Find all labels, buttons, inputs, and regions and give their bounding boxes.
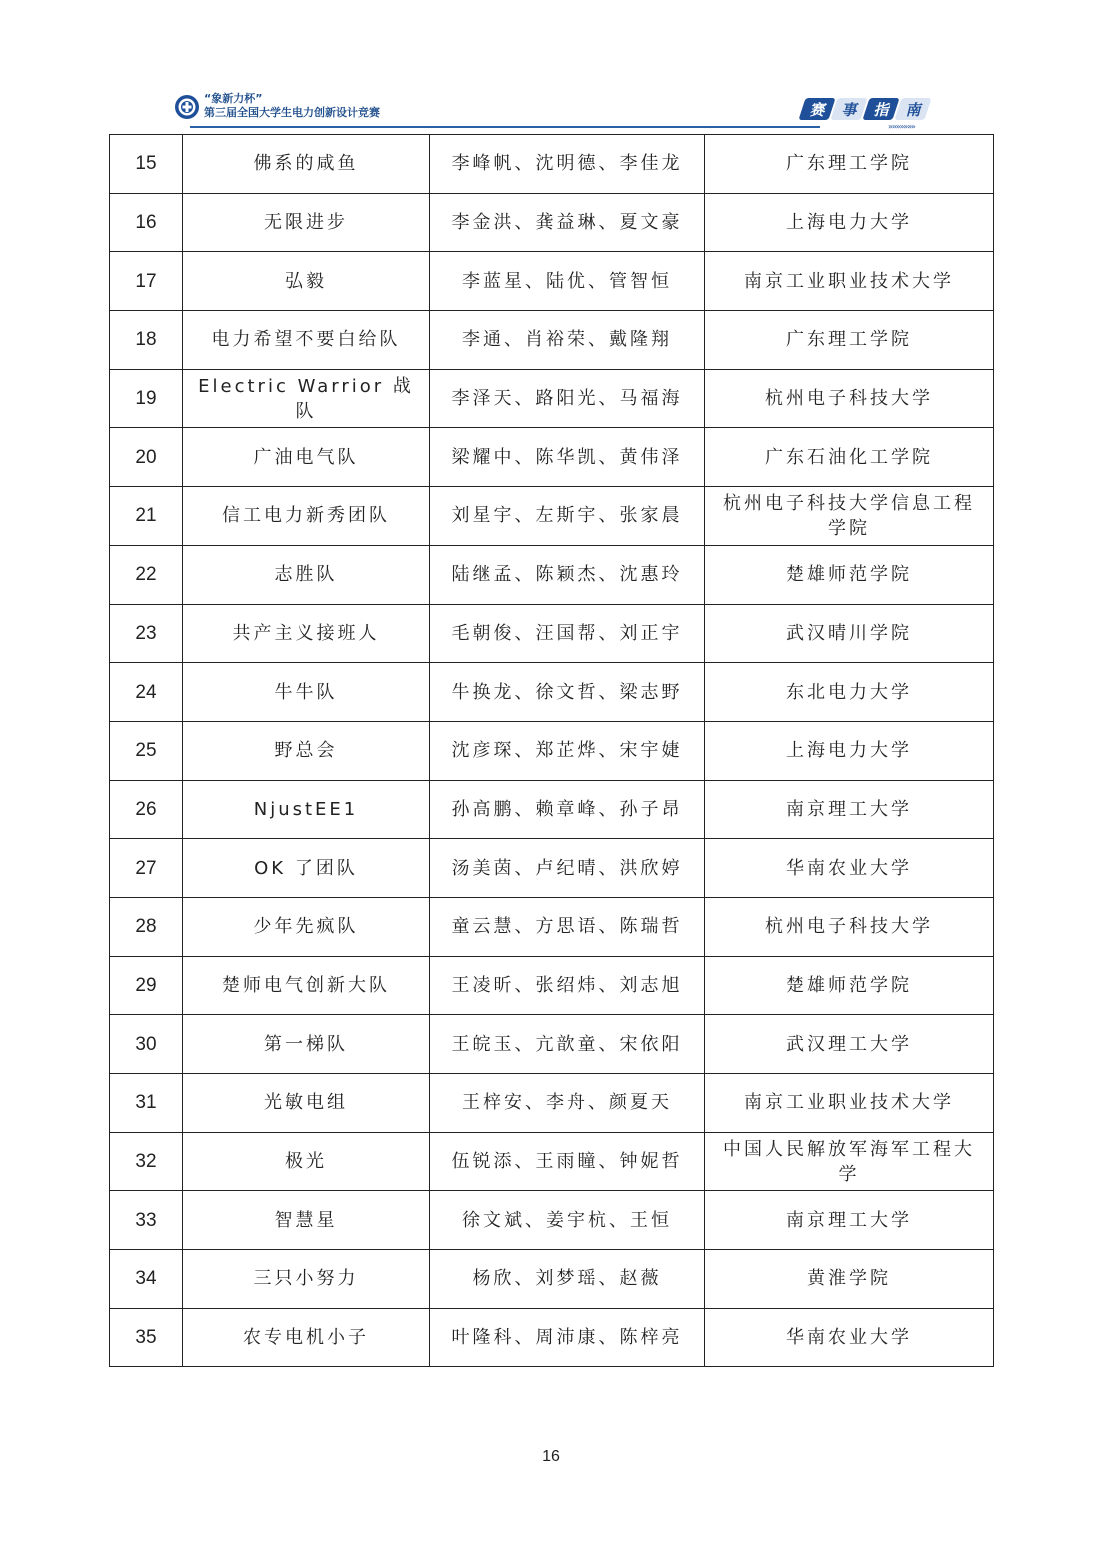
- row-number: 19: [110, 369, 183, 428]
- school-name: 中国人民解放军海军工程大学: [705, 1132, 994, 1191]
- page-header: [170, 90, 930, 134]
- team-name: 广油电气队: [183, 428, 430, 487]
- team-members: 刘星宇、左斯宇、张家晨: [430, 487, 705, 546]
- team-members: 牛换龙、徐文哲、梁志野: [430, 663, 705, 722]
- team-name: 智慧星: [183, 1191, 430, 1250]
- team-name: 三只小努力: [183, 1250, 430, 1309]
- school-name: 广东理工学院: [705, 135, 994, 194]
- row-number: 27: [110, 839, 183, 898]
- school-name: 南京工业职业技术大学: [705, 252, 994, 311]
- table-row: [110, 428, 994, 487]
- team-members: 李金洪、龚益琳、夏文豪: [430, 193, 705, 252]
- team-name: 信工电力新秀团队: [183, 487, 430, 546]
- team-name: 共产主义接班人: [183, 604, 430, 663]
- school-name: 黄淮学院: [705, 1250, 994, 1309]
- team-members: 王凌昕、张绍炜、刘志旭: [430, 956, 705, 1015]
- row-number: 21: [110, 487, 183, 546]
- guide-char-3: 指: [873, 101, 889, 119]
- table-row: [110, 1250, 994, 1309]
- school-name: 武汉理工大学: [705, 1015, 994, 1074]
- school-name: 上海电力大学: [705, 721, 994, 780]
- table-row: [110, 252, 994, 311]
- team-members: 毛朝俊、汪国帮、刘正宇: [430, 604, 705, 663]
- school-name: 杭州电子科技大学: [705, 369, 994, 428]
- row-number: 26: [110, 780, 183, 839]
- school-name: 华南农业大学: [705, 839, 994, 898]
- team-name: 楚师电气创新大队: [183, 956, 430, 1015]
- table-row: [110, 780, 994, 839]
- team-roster-body: [110, 135, 994, 1367]
- table-row: [110, 545, 994, 604]
- row-number: 25: [110, 721, 183, 780]
- table-row: [110, 1015, 994, 1074]
- school-name: 杭州电子科技大学信息工程学院: [705, 487, 994, 546]
- team-members: 李蓝星、陆优、管智恒: [430, 252, 705, 311]
- school-name: 楚雄师范学院: [705, 956, 994, 1015]
- team-name: 少年先疯队: [183, 897, 430, 956]
- table-row: [110, 1074, 994, 1133]
- school-name: 上海电力大学: [705, 193, 994, 252]
- row-number: 23: [110, 604, 183, 663]
- team-members: 王梓安、李舟、颜夏天: [430, 1074, 705, 1133]
- row-number: 33: [110, 1191, 183, 1250]
- team-members: 徐文斌、姜宇杭、王恒: [430, 1191, 705, 1250]
- team-name: 光敏电组: [183, 1074, 430, 1133]
- team-roster-table: [109, 134, 994, 1367]
- team-name: 电力希望不要白给队: [183, 311, 430, 370]
- table-row: [110, 193, 994, 252]
- team-members: 杨欣、刘梦瑶、赵薇: [430, 1250, 705, 1309]
- table-row: [110, 956, 994, 1015]
- school-name: 杭州电子科技大学: [705, 897, 994, 956]
- chevrons-icon: »»»»»»»: [888, 122, 915, 131]
- row-number: 16: [110, 193, 183, 252]
- table-row: [110, 663, 994, 722]
- row-number: 29: [110, 956, 183, 1015]
- school-name: 南京理工大学: [705, 1191, 994, 1250]
- table-row: [110, 897, 994, 956]
- team-members: 童云慧、方思语、陈瑞哲: [430, 897, 705, 956]
- guide-char-1: 赛: [809, 101, 825, 119]
- team-members: 孙高鹏、赖章峰、孙子昂: [430, 780, 705, 839]
- header-rule: [190, 126, 820, 128]
- table-row: [110, 1308, 994, 1367]
- team-name: 农专电机小子: [183, 1308, 430, 1367]
- school-name: 楚雄师范学院: [705, 545, 994, 604]
- team-members: 汤美茵、卢纪晴、洪欣婷: [430, 839, 705, 898]
- row-number: 35: [110, 1308, 183, 1367]
- row-number: 31: [110, 1074, 183, 1133]
- team-name: NjustEE1: [183, 780, 430, 839]
- row-number: 30: [110, 1015, 183, 1074]
- header-cup-name: “象新力杯”: [204, 92, 263, 105]
- guide-char-2: 事: [841, 101, 857, 119]
- team-name: 弘毅: [183, 252, 430, 311]
- team-name: 志胜队: [183, 545, 430, 604]
- team-members: 王皖玉、亢歆童、宋依阳: [430, 1015, 705, 1074]
- team-name: 佛系的咸鱼: [183, 135, 430, 194]
- competition-logo-icon: [174, 94, 200, 120]
- row-number: 15: [110, 135, 183, 194]
- row-number: 17: [110, 252, 183, 311]
- team-name: 无限进步: [183, 193, 430, 252]
- team-members: 李通、肖裕荣、戴隆翔: [430, 311, 705, 370]
- team-name: 第一梯队: [183, 1015, 430, 1074]
- row-number: 20: [110, 428, 183, 487]
- table-row: [110, 1191, 994, 1250]
- school-name: 东北电力大学: [705, 663, 994, 722]
- team-members: 沈彦琛、郑芷烨、宋宇婕: [430, 721, 705, 780]
- table-row: [110, 369, 994, 428]
- team-name: Electric Warrior 战队: [183, 369, 430, 428]
- school-name: 广东理工学院: [705, 311, 994, 370]
- school-name: 南京理工大学: [705, 780, 994, 839]
- school-name: 南京工业职业技术大学: [705, 1074, 994, 1133]
- row-number: 18: [110, 311, 183, 370]
- row-number: 32: [110, 1132, 183, 1191]
- row-number: 28: [110, 897, 183, 956]
- row-number: 34: [110, 1250, 183, 1309]
- row-number: 22: [110, 545, 183, 604]
- competition-guide-badge: [802, 98, 928, 120]
- table-row: [110, 1132, 994, 1191]
- team-members: 李泽天、路阳光、马福海: [430, 369, 705, 428]
- table-row: [110, 604, 994, 663]
- team-name: 极光: [183, 1132, 430, 1191]
- team-name: 牛牛队: [183, 663, 430, 722]
- team-members: 梁耀中、陈华凯、黄伟泽: [430, 428, 705, 487]
- table-row: [110, 135, 994, 194]
- guide-char-4: 南: [905, 101, 921, 119]
- header-text: [204, 92, 380, 120]
- team-members: 陆继孟、陈颖杰、沈惠玲: [430, 545, 705, 604]
- page-number: 16: [542, 1448, 560, 1465]
- team-members: 叶隆科、周沛康、陈梓亮: [430, 1308, 705, 1367]
- team-name: OK 了团队: [183, 839, 430, 898]
- team-members: 李峰帆、沈明德、李佳龙: [430, 135, 705, 194]
- table-row: [110, 311, 994, 370]
- table-row: [110, 487, 994, 546]
- header-competition-name: 第三届全国大学生电力创新设计竞赛: [204, 106, 380, 119]
- row-number: 24: [110, 663, 183, 722]
- table-row: [110, 839, 994, 898]
- team-members: 伍锐添、王雨瞳、钟妮哲: [430, 1132, 705, 1191]
- school-name: 武汉晴川学院: [705, 604, 994, 663]
- team-name: 野总会: [183, 721, 430, 780]
- school-name: 华南农业大学: [705, 1308, 994, 1367]
- table-row: [110, 721, 994, 780]
- school-name: 广东石油化工学院: [705, 428, 994, 487]
